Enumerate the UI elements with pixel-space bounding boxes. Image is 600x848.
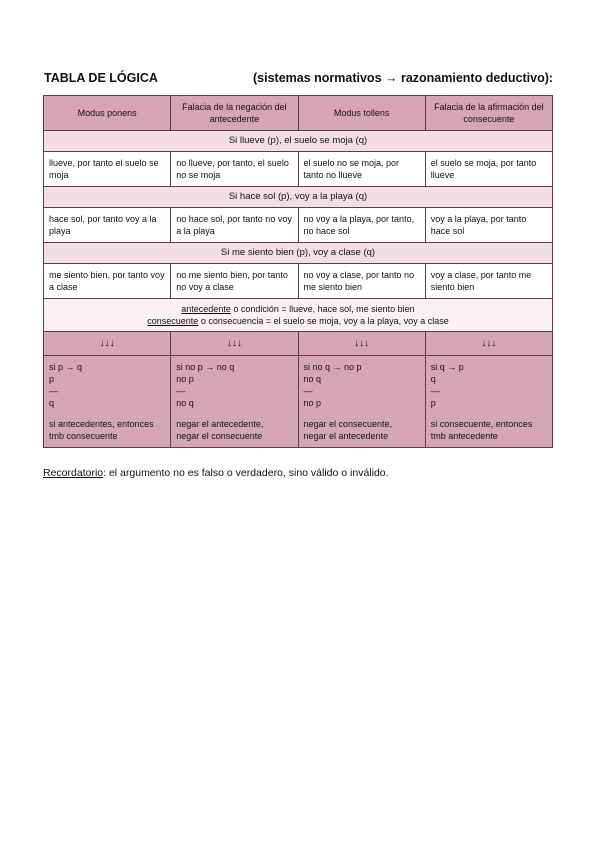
forms-row — [44, 356, 553, 448]
form-note: negar el consecuente — [176, 431, 263, 441]
form-minor-premise: q — [430, 374, 436, 384]
form-premise: si no q → no p — [303, 362, 362, 372]
form-note: si consecuente, entonces — [430, 419, 533, 429]
logical-form-cell — [298, 356, 425, 448]
reminder-note — [43, 467, 389, 479]
reminder-label: Recordatorio — [43, 467, 104, 479]
form-note: tmb antecedente — [430, 431, 498, 441]
column-header-modus-ponens: Modus ponens — [44, 96, 171, 131]
form-premise: si p → q — [49, 362, 83, 372]
example-cell: hace sol, por tanto voy a la playa — [44, 208, 171, 243]
column-header-afirmacion-consecuente: Falacia de la afirmación del consecuente — [425, 96, 552, 131]
form-note: negar el antecedente, — [176, 419, 264, 429]
column-header-modus-tollens: Modus tollens — [298, 96, 425, 131]
definitions-row — [44, 299, 553, 332]
form-gap — [49, 409, 165, 418]
logical-form-cell — [44, 356, 171, 448]
condition-row — [44, 243, 553, 264]
form-note: tmb consecuente — [49, 431, 118, 441]
example-row — [44, 152, 553, 187]
form-gap — [304, 409, 420, 418]
form-note: negar el antecedente — [303, 431, 389, 441]
down-arrows-icon: ↓↓↓ — [44, 332, 171, 356]
down-arrows-icon: ↓↓↓ — [171, 332, 298, 356]
condition-cell: Si llueve (p), el suelo se moja (q) — [44, 131, 553, 152]
form-minor-premise: no p — [176, 374, 194, 384]
antecedent-term: antecedente — [181, 304, 231, 314]
page-subtitle: (sistemas normativos → razonamiento deductivo): — [253, 71, 554, 85]
example-cell: no llueve, por tanto, el suelo no se moja — [171, 152, 298, 187]
consequent-term: consecuente — [147, 316, 199, 326]
down-arrows-icon: ↓↓↓ — [298, 332, 425, 356]
antecedent-definition — [49, 303, 547, 315]
down-arrows-icon: ↓↓↓ — [425, 332, 552, 356]
example-cell: el suelo se moja, por tanto llueve — [425, 152, 552, 187]
consequent-definition — [49, 315, 547, 327]
condition-cell: Si hace sol (p), voy a la playa (q) — [44, 187, 553, 208]
arrows-row — [44, 332, 553, 356]
form-note: si antecedentes, entonces — [49, 419, 154, 429]
example-cell: no me siento bien, por tanto no voy a clase — [171, 264, 298, 299]
form-gap — [431, 409, 547, 418]
page-header — [44, 71, 554, 85]
form-conclusion: no p — [303, 398, 322, 408]
example-cell: voy a clase, por tanto me siento bien — [425, 264, 552, 299]
column-header-negacion-antecedente: Falacia de la negación del antecedente — [171, 96, 298, 131]
example-cell: me siento bien, por tanto voy a clase — [44, 264, 171, 299]
condition-row — [44, 131, 553, 152]
definitions-cell — [44, 299, 553, 332]
form-note: negar el consecuente, — [303, 419, 393, 429]
example-row — [44, 208, 553, 243]
form-bar: — — [176, 386, 186, 396]
logic-table — [43, 95, 553, 448]
example-cell: no voy a la playa, por tanto, no hace sol — [298, 208, 425, 243]
form-bar: — — [430, 386, 440, 396]
example-cell: no voy a clase, por tanto no me siento bien — [298, 264, 425, 299]
example-cell: voy a la playa, por tanto hace sol — [425, 208, 552, 243]
form-bar: — — [303, 386, 313, 396]
form-premise: si no p → no q — [176, 362, 235, 372]
form-minor-premise: no q — [303, 374, 322, 384]
form-bar: — — [49, 386, 58, 396]
condition-row — [44, 187, 553, 208]
consequent-text: o consecuencia = el suelo se moja, voy a la playa, voy a clase — [198, 316, 449, 326]
form-conclusion: no q — [176, 398, 194, 408]
example-cell: llueve, por tanto el suelo se moja — [44, 152, 171, 187]
form-premise: si q → p — [430, 362, 464, 372]
logical-form-cell — [425, 356, 552, 448]
antecedent-text: o condición = llueve, hace sol, me siento bien — [230, 304, 415, 314]
example-cell: no hace sol, por tanto no voy a la playa — [171, 208, 298, 243]
reminder-text: : el argumento no es falso o verdadero, sino válido o inválido. — [103, 467, 389, 479]
form-gap — [176, 409, 292, 418]
form-minor-premise: p — [49, 374, 55, 384]
example-cell: el suelo no se moja, por tanto no llueve — [298, 152, 425, 187]
page-title: TABLA DE LÓGICA — [44, 71, 158, 85]
logical-form-cell — [171, 356, 298, 448]
condition-cell: Si me siento bien (p), voy a clase (q) — [44, 243, 553, 264]
example-row — [44, 264, 553, 299]
form-conclusion: q — [49, 398, 55, 408]
table-header-row — [44, 96, 553, 131]
form-conclusion: p — [430, 398, 436, 408]
